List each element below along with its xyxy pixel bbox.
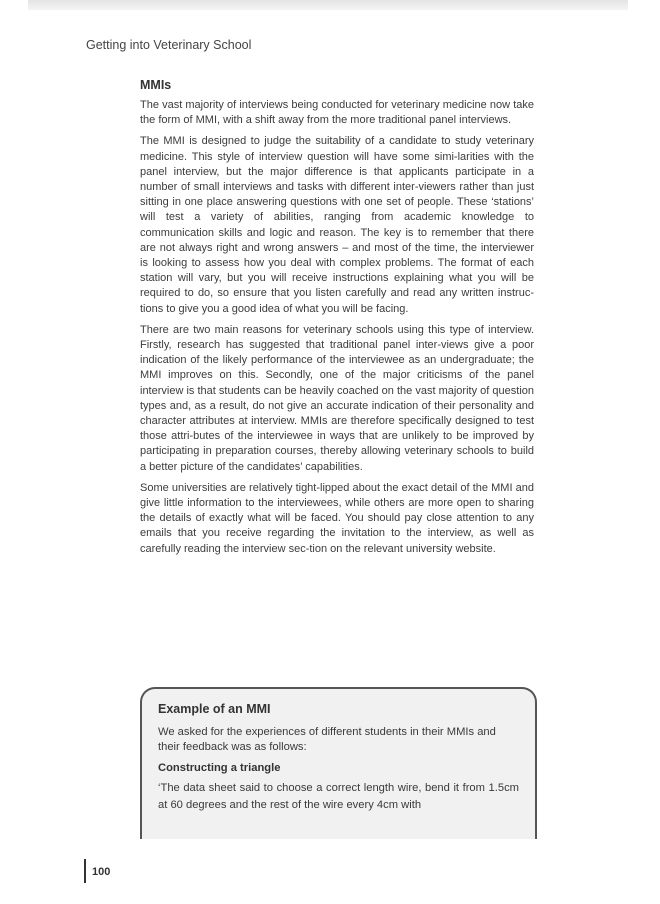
example-box-quote: ‘The data sheet said to choose a correct length wire, bend it from 1.5cm at 60 degrees and the rest of the wire every 4cm with bbox=[158, 781, 519, 811]
body-paragraph-4: Some universities are relatively tight-lipped about the exact detail of the MMI and give little information to the interviewees, while others are more open to sharing the details of exactly what will be faced. You should pay close attention to any emails that you receive regarding the invitation to the interview, as well as carefully reading the interview sec-tion on the relevant university website. bbox=[140, 481, 534, 555]
page-number: 100 bbox=[92, 866, 111, 878]
body-paragraph-3: There are two main reasons for veterinary schools using this type of interview. Firstly, research has suggested that traditional panel inter-views give a poor indication of the likely performance of the interviewee as an undergraduate; the MMI improves on this. Secondly, one of the major criticisms of the panel interview is that students can be heavily coached on the vast majority of question types and, as a result, do not give an accurate indication of their personality and character attributes at interview. MMIs are therefore specifically designed to test those attri-butes of the interviewee in ways that are unlikely to be improved by participating in preparation courses, thereby allowing veterinary schools to build a better picture of the candidates’ capabilities. bbox=[140, 323, 534, 473]
example-box-subheading: Constructing a triangle bbox=[158, 761, 281, 774]
page-number-rule bbox=[84, 859, 86, 883]
example-box-fade bbox=[142, 833, 535, 839]
body-paragraph-2: The MMI is designed to judge the suitability of a candidate to study veterinary medicine. This style of interview question will have some simi-larities with the panel interview, but the major difference is that applicants participate in a number of small interviews and tasks with different inter-viewers rather than just sitting in one place answering questions with one set of people. These ‘stations’ will test a variety of abilities, ranging from academic knowledge to communication skills and logic and reason. The key is to remember that there are not always right and wrong answers – and most of the time, the interviewer is looking to assess how you deal with complex problems. The format of each station will vary, but you will receive instructions explaining what you will be required to do, so ensure that you listen carefully and read any written instruc-tions to give you a good idea of what you will be facing. bbox=[140, 135, 534, 315]
body-paragraph-1: The vast majority of interviews being conducted for veterinary medicine now take the form of MMI, with a shift away from the more traditional panel interviews. bbox=[140, 99, 534, 127]
example-box bbox=[140, 687, 537, 839]
example-box-intro: We asked for the experiences of different students in their MMIs and their feedback was as follows: bbox=[158, 726, 496, 754]
main-content bbox=[140, 78, 534, 563]
section-heading: MMIs bbox=[140, 78, 172, 92]
page-top-edge bbox=[28, 0, 628, 10]
running-head: Getting into Veterinary School bbox=[86, 38, 252, 52]
example-box-title: Example of an MMI bbox=[158, 702, 271, 716]
